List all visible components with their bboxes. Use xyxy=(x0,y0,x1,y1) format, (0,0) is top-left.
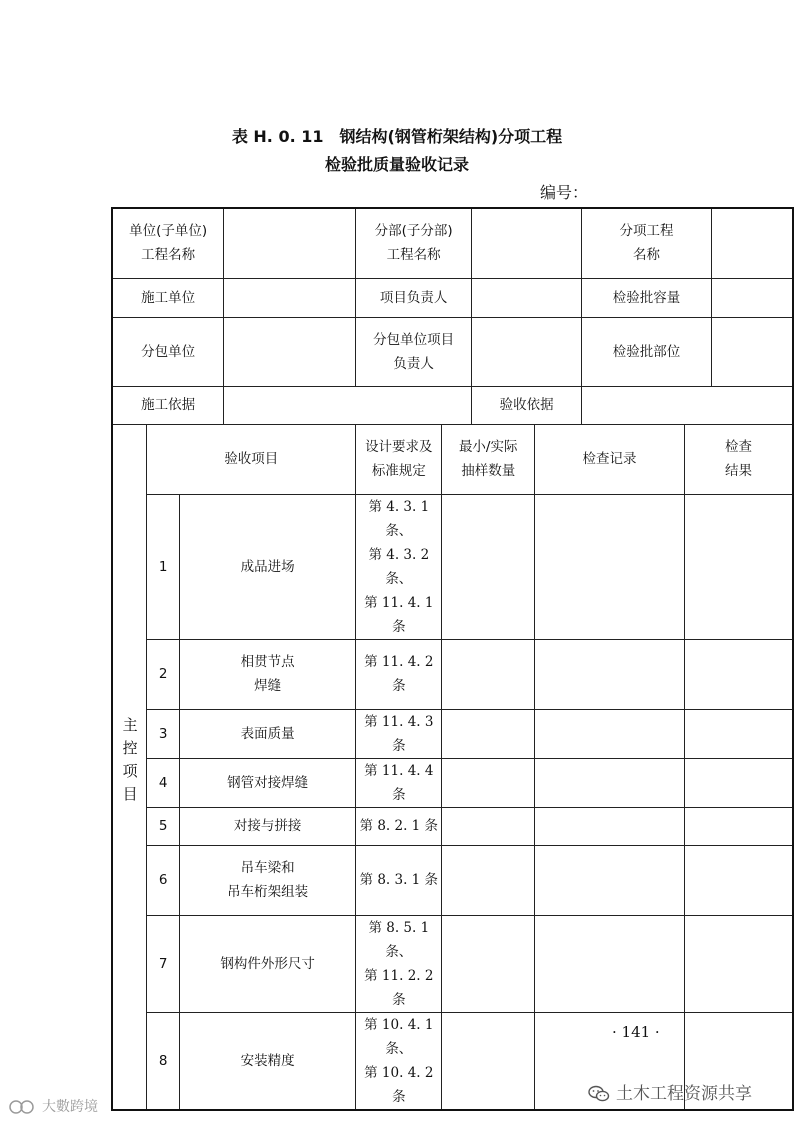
project-manager-label: 项目负责人 xyxy=(356,278,472,317)
main-control-items-label: 主控项目 xyxy=(112,424,147,1110)
record-cell[interactable] xyxy=(535,494,685,639)
row-number: 6 xyxy=(147,845,180,915)
subitem-name-label: 分项工程 名称 xyxy=(582,208,711,278)
sampling-cell[interactable] xyxy=(442,845,535,915)
row-number: 4 xyxy=(147,758,180,807)
sampling-cell[interactable] xyxy=(442,639,535,709)
record-cell[interactable] xyxy=(535,845,685,915)
table-title: 表 H. 0. 11 钢结构(钢管桁架结构)分项工程 xyxy=(231,127,563,146)
item-name: 吊车梁和 吊车桁架组装 xyxy=(179,845,355,915)
wechat-icon xyxy=(588,1085,610,1103)
item-name: 钢构件外形尺寸 xyxy=(179,915,355,1012)
record-cell[interactable] xyxy=(535,807,685,845)
standard-clause: 第 11. 4. 2 条 xyxy=(356,639,442,709)
division-name-label: 分部(子分部) 工程名称 xyxy=(356,208,472,278)
subitem-name-value[interactable] xyxy=(711,208,793,278)
number-label: 编号： xyxy=(540,183,589,202)
standard-clause: 第 8. 5. 1 条、 第 11. 2. 2 条 xyxy=(356,915,442,1012)
standard-clause: 第 8. 3. 1 条 xyxy=(356,845,442,915)
item-name: 钢管对接焊缝 xyxy=(179,758,355,807)
sampling-cell[interactable] xyxy=(442,494,535,639)
result-cell[interactable] xyxy=(684,845,793,915)
sub-project-manager-value[interactable] xyxy=(471,317,581,386)
sampling-cell[interactable] xyxy=(442,915,535,1012)
unit-name-label: 单位(子单位) 工程名称 xyxy=(112,208,224,278)
sampling-cell[interactable] xyxy=(442,709,535,758)
result-cell[interactable] xyxy=(684,807,793,845)
result-cell[interactable] xyxy=(684,758,793,807)
acceptance-basis-label: 验收依据 xyxy=(471,386,581,424)
construction-basis-label: 施工依据 xyxy=(112,386,224,424)
table-row xyxy=(112,494,793,639)
item-name: 安装精度 xyxy=(179,1012,355,1110)
row-number: 8 xyxy=(147,1012,180,1110)
acceptance-basis-value[interactable] xyxy=(582,386,793,424)
item-name: 对接与拼接 xyxy=(179,807,355,845)
sub-project-manager-label: 分包单位项目 负责人 xyxy=(356,317,472,386)
batch-location-label: 检验批部位 xyxy=(582,317,711,386)
watermark-brand: 大數跨境 xyxy=(8,1096,98,1116)
sampling-cell[interactable] xyxy=(442,758,535,807)
standard-clause: 第 11. 4. 3 条 xyxy=(356,709,442,758)
table-row xyxy=(112,845,793,915)
sampling-cell[interactable] xyxy=(442,807,535,845)
col-header-standard: 设计要求及 标准规定 xyxy=(356,424,442,494)
table-row xyxy=(112,709,793,758)
row-number: 7 xyxy=(147,915,180,1012)
contractor-value[interactable] xyxy=(224,278,356,317)
contractor-label: 施工单位 xyxy=(112,278,224,317)
col-header-item: 验收项目 xyxy=(147,424,356,494)
result-cell[interactable] xyxy=(684,709,793,758)
row-number: 2 xyxy=(147,639,180,709)
project-manager-value[interactable] xyxy=(471,278,581,317)
row-number: 5 xyxy=(147,807,180,845)
table-subtitle: 检验批质量验收记录 xyxy=(324,155,469,174)
division-name-value[interactable] xyxy=(471,208,581,278)
col-header-sampling: 最小/实际 抽样数量 xyxy=(442,424,535,494)
record-cell[interactable] xyxy=(535,709,685,758)
batch-location-value[interactable] xyxy=(711,317,793,386)
row-number: 3 xyxy=(147,709,180,758)
item-name: 表面质量 xyxy=(179,709,355,758)
page-number: · 141 · xyxy=(612,1023,660,1041)
watermark-account: 土木工程资源共享 xyxy=(588,1079,752,1104)
standard-clause: 第 8. 2. 1 条 xyxy=(356,807,442,845)
brand-logo-icon xyxy=(8,1099,36,1115)
unit-name-value[interactable] xyxy=(224,208,356,278)
table-row xyxy=(112,807,793,845)
standard-clause: 第 10. 4. 1 条、 第 10. 4. 2 条 xyxy=(356,1012,442,1110)
result-cell[interactable] xyxy=(684,639,793,709)
record-cell[interactable] xyxy=(535,758,685,807)
col-header-record: 检查记录 xyxy=(535,424,685,494)
record-cell[interactable] xyxy=(535,639,685,709)
table-row xyxy=(112,639,793,709)
result-cell[interactable] xyxy=(684,494,793,639)
subcontractor-label: 分包单位 xyxy=(112,317,224,386)
result-cell[interactable] xyxy=(684,915,793,1012)
sampling-cell[interactable] xyxy=(442,1012,535,1110)
batch-capacity-value[interactable] xyxy=(711,278,793,317)
construction-basis-value[interactable] xyxy=(224,386,472,424)
item-name: 成品进场 xyxy=(179,494,355,639)
batch-capacity-label: 检验批容量 xyxy=(582,278,711,317)
col-header-result: 检查 结果 xyxy=(684,424,793,494)
record-cell[interactable] xyxy=(535,915,685,1012)
inspection-table xyxy=(111,207,794,1111)
row-number: 1 xyxy=(147,494,180,639)
inspection-form xyxy=(111,207,794,1111)
table-row xyxy=(112,915,793,1012)
table-row xyxy=(112,758,793,807)
standard-clause: 第 11. 4. 4 条 xyxy=(356,758,442,807)
subcontractor-value[interactable] xyxy=(224,317,356,386)
item-name: 相贯节点 焊缝 xyxy=(179,639,355,709)
standard-clause: 第 4. 3. 1 条、 第 4. 3. 2 条、 第 11. 4. 1 条 xyxy=(356,494,442,639)
